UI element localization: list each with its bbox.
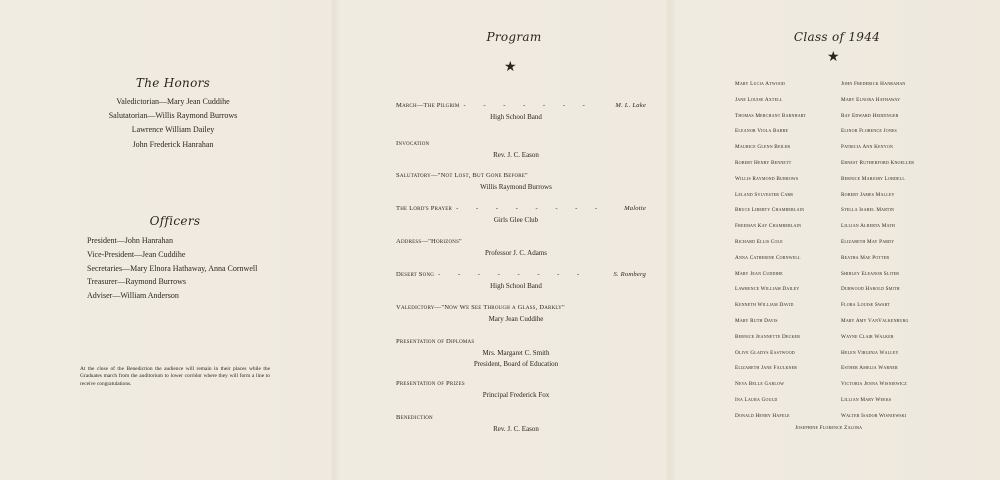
program-item	[396, 102, 646, 123]
honors-title: The Honors	[135, 76, 211, 90]
program-performer: Rev. J. C. Eason	[493, 425, 539, 433]
graduate-name: Bernice Marjory Lobdell	[841, 175, 905, 182]
graduate-name: Lillian Mary Weeks	[841, 396, 892, 403]
program-title: Program	[486, 30, 542, 44]
graduate-name: Donald Henry Hafele	[735, 412, 790, 419]
graduate-name: Bernice Jeannette Decker	[735, 333, 801, 340]
graduate-name: Patricia Ann Kenyon	[841, 144, 894, 151]
officers-item: President—John Hanrahan	[87, 236, 173, 245]
graduate-name: Neva Belle Garlow	[735, 381, 785, 388]
program-item-title	[396, 304, 636, 311]
graduate-name: Olive Gladys Eastwood	[735, 349, 795, 356]
graduate-name: Robert Henry Bennett	[735, 159, 792, 166]
program-performer: Willis Raymond Burrows	[480, 183, 552, 191]
graduate-name: Walter Isador Wisniewski	[841, 412, 907, 419]
graduate-name: Maurice Glenn Beiler	[735, 144, 791, 151]
graduate-name: Leland Sylvester Carr	[735, 191, 794, 198]
graduate-name: Elizabeth Jane Faulkner	[735, 365, 798, 372]
graduate-name: Ina Laura Gould	[735, 396, 778, 403]
program-item-title-text: Presentation of Prizes	[396, 380, 465, 387]
honors-list	[0, 95, 346, 152]
program-item-title-text: The Lord's Prayer	[396, 205, 453, 212]
graduate-name: Wayne Clair Walker	[841, 333, 894, 340]
program-item	[396, 414, 636, 435]
program-item	[396, 205, 646, 226]
program-item	[396, 140, 636, 161]
program-performer: Girls Glee Club	[493, 216, 539, 224]
graduate-name: Stella Isabel Martin	[841, 207, 895, 214]
graduate-name: Richard Ellis Cole	[735, 238, 783, 245]
composer-name: Malotte	[624, 205, 646, 212]
graduate-name: Kenneth William David	[735, 302, 794, 309]
closing-note: At the close of the Benediction the audience will remain in their places while the Graduates march from the auditorium to lower corridor where they will form a line to receive congratulations.	[80, 366, 270, 387]
right-panel	[667, 0, 1000, 480]
officers-item: Treasurer—Raymond Burrows	[87, 277, 187, 287]
officers-item: Secretaries—Mary Elnora Hathaway, Anna Cornwell	[87, 263, 258, 273]
graduate-name: Helen Virginia Walley	[841, 349, 899, 356]
dot-leader: - - - - - - -	[463, 102, 593, 109]
graduate-name: John Frederick Hanrahan	[841, 81, 906, 87]
program-item-title	[396, 414, 636, 421]
graduate-name: Elinor Florence Jones	[841, 128, 897, 135]
program-item-title	[396, 205, 646, 212]
graduate-name: Mary Lucia Atwood	[735, 81, 786, 87]
program-item-title	[396, 102, 646, 109]
program-item-title-text: Valedictory—"Now We See Through a Glass, Darkly"	[396, 304, 565, 311]
honors-item: Valedictorian—Mary Jean Cuddihe	[116, 97, 230, 106]
program-performer: Professor J. C. Adams	[484, 249, 548, 257]
graduate-name: Ernest Rutherford Knoeller	[841, 159, 915, 166]
graduate-name: Esther Amelia Warner	[841, 365, 898, 372]
graduate-name: Mary Elnora Hathaway	[841, 96, 901, 103]
officers-item: Vice-President—Jean Cuddihe	[87, 249, 186, 259]
graduate-name: Lawrence William Dailey	[735, 286, 800, 293]
graduate-name: Shirley Eleanor Sliter	[841, 270, 900, 277]
names-column-b	[841, 77, 914, 425]
star-icon: ★	[827, 50, 840, 65]
graduate-name: Mary Ruth Davis	[735, 317, 778, 324]
program-item-title-text: Benediction	[396, 414, 433, 421]
graduate-name: Bruce Liberty Chamberlain	[735, 207, 805, 214]
names-column-a	[735, 77, 806, 425]
program-performer: Principal Frederick Fox	[482, 391, 550, 399]
program-item-title	[396, 238, 636, 245]
graduate-name: Willis Raymond Burrows	[735, 175, 799, 182]
graduate-name: Reatha Mae Potter	[841, 254, 890, 261]
graduate-name: Mary Amy VanValkenburg	[841, 317, 909, 324]
graduate-name: Victoria Jenna Wisniewicz	[841, 381, 907, 388]
graduate-name: Elizabeth May Pardy	[841, 238, 895, 245]
program-item-title-text: Salutatory—"Not Lost, But Gone Before"	[396, 172, 528, 179]
graduate-name: Eleanor Viola Barre	[735, 128, 789, 135]
program-item-title-text: March—The Pilgrim	[396, 102, 460, 109]
program-item	[396, 304, 636, 325]
program-item-title-text: Presentation of Diplomas	[396, 338, 475, 345]
program-item-title	[396, 172, 636, 179]
dot-leader: - - - - - - - -	[456, 205, 606, 212]
honors-item: Salutatorian—Willis Raymond Burrows	[108, 111, 238, 121]
program-item	[396, 238, 636, 259]
program-item	[396, 172, 636, 193]
program-item-title-text: Desert Song	[396, 271, 435, 278]
star-icon: ★	[504, 60, 517, 75]
composer-name: S. Romberg	[613, 271, 646, 278]
graduate-name: Thomas Merchant Barnhart	[735, 112, 807, 119]
class-title: Class of 1944	[793, 30, 881, 44]
graduate-name: Jane Louise Axtell	[735, 96, 783, 103]
program-item	[396, 380, 636, 401]
honors-item: Lawrence William Dailey	[131, 125, 215, 135]
graduate-name: Anna Catherine Cornwell	[735, 254, 801, 261]
dot-leader: - - - - - - - -	[438, 271, 588, 278]
honors-item: John Frederick Hanrahan	[132, 139, 214, 149]
program-performer: President, Board of Education	[473, 360, 559, 368]
program-item	[396, 271, 646, 292]
officers-item: Adviser—William Anderson	[87, 291, 179, 301]
composer-name: M. L. Lake	[615, 102, 646, 109]
officers-list	[87, 234, 257, 303]
graduate-name: Durwood Harold Smith	[841, 286, 900, 293]
program-item-title	[396, 338, 636, 345]
graduate-name: Freeman Kay Chamberlain	[735, 223, 802, 230]
left-panel	[0, 0, 332, 480]
program-item	[396, 338, 636, 370]
graduate-name: Flora Louise Swart	[841, 302, 890, 309]
program-performer: Mary Jean Cuddihe	[488, 315, 544, 323]
program-item-title	[396, 140, 636, 147]
program-item-title-text: Address—"Horizons"	[396, 238, 462, 245]
program-performer: High School Band	[490, 113, 542, 121]
program-item-title-text: Invocation	[396, 140, 430, 147]
graduate-name: Mary Jean Cuddihe	[735, 270, 783, 277]
graduate-name: Josephine Florence Zaloba	[795, 425, 863, 431]
graduate-name: Robert James Malley	[841, 191, 895, 198]
officers-title: Officers	[149, 214, 201, 228]
program-performer: High School Band	[490, 282, 542, 290]
graduate-name: Lillian Alberta Math	[841, 223, 895, 230]
program-performer: Rev. J. C. Eason	[493, 151, 539, 159]
program-item-title	[396, 271, 646, 278]
program-item-title	[396, 380, 636, 387]
middle-panel	[334, 0, 664, 480]
graduate-name: Ray Edward Heddinger	[841, 112, 899, 119]
program-performer: Mrs. Margaret C. Smith	[482, 349, 550, 357]
